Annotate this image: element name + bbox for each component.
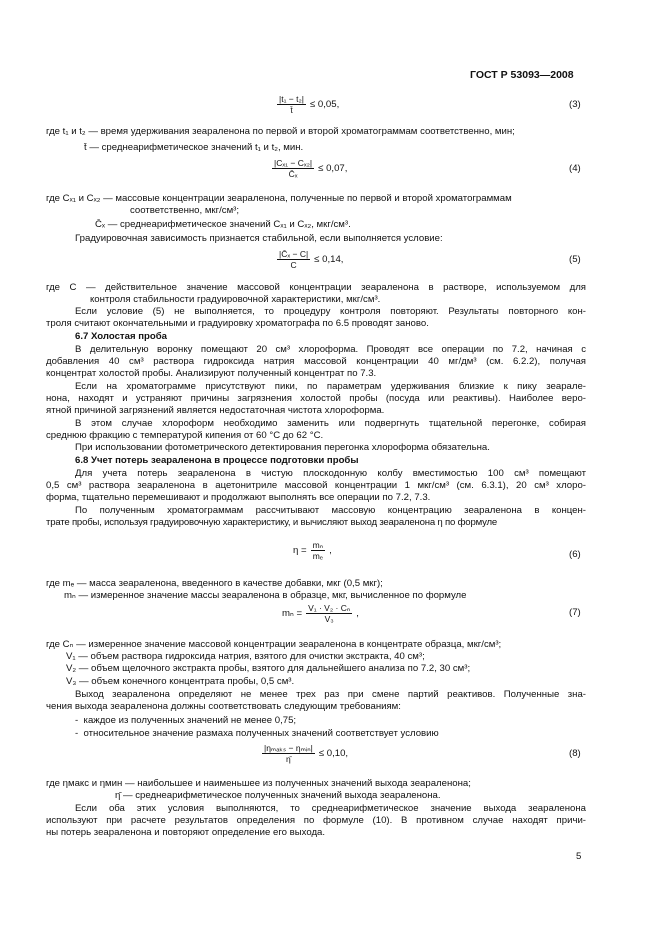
paragraph-line: трате пробы, используя градуировочную характеристику, и вычисляют выход зеараленона η по формуле (46, 517, 498, 528)
formula-lhs: η = (293, 544, 307, 556)
paragraph-line: 0,5 см³ раствора зеараленона в ацетонитриле массовой концентрации 1 мкг/см³ (см. 6.3.1), 20 см³ хлоро- (46, 480, 586, 491)
definition-line: η̄ — среднеарифметическое полученных значений выхода зеараленона. (115, 790, 441, 801)
formula-rhs: , (329, 544, 332, 556)
equation-number: (4) (569, 163, 581, 174)
paragraph-line: среднюю фракцию с температурой кипения от 60 °C до 62 °C. (46, 430, 324, 441)
fraction: $\frac{\text{mₙ}}{\text{mₑ}}$ (312, 540, 324, 561)
paragraph-line: троля считают окончательными и градуировку хроматографа по 6.5 проводят заново. (46, 318, 429, 329)
definition-line: где Cₓ₁ и Cₓ₂ — массовые концентрации зеараленона, полученные по первой и второй хроматограммам (46, 193, 512, 204)
definition-line: где t₁ и t₂ — время удерживания зеараленона по первой и второй хроматограммам соответственно, мин; (46, 126, 515, 137)
paragraph-line: Если оба этих условия выполняются, то среднеарифметическое значение выхода зеараленона (75, 803, 586, 814)
formula-rhs: ≤ 0,05, (310, 98, 340, 110)
list-item (75, 715, 296, 726)
paragraph-line: чения выхода зеараленона должны соответствовать следующим требованиям: (46, 701, 401, 712)
list-item (75, 728, 439, 739)
paragraph-line: концентрат холостой пробы. Анализируют полученный концентрат по 7.3. (46, 368, 377, 379)
definition-line: C̄ₓ — среднеарифметическое значений Cₓ₁ и Cₓ₂, мкг/см³. (95, 219, 351, 230)
section-heading: 6.7 Холостая проба (75, 331, 168, 342)
definition-line: V₁ — объем раствора гидроксида натрия, взятого для очистки экстракта, 40 см³; (66, 651, 425, 662)
paragraph-line: используют при расчете результатов определения по формуле (10). В противном случае находят причи- (46, 815, 586, 826)
paragraph-line: форма, тщательно перемешивают и продолжают выполнять все операции по 7.2, 7.3. (46, 492, 431, 503)
paragraph-line: При использовании фотометрического детектирования перегонка хлороформа обязательна. (75, 442, 490, 453)
definition-line: контроля стабильности градуировочной характеристики, мкг/см³. (90, 294, 381, 305)
paragraph-line: Градуировочная зависимость признается стабильной, если выполняется условие: (75, 233, 443, 244)
equation-number: (7) (569, 607, 581, 618)
list-item-text: каждое из полученных значений не менее 0,75; (83, 715, 297, 726)
definition-line: V₃ — объем конечного концентрата пробы, 0,5 см³. (66, 676, 295, 687)
definition-line: mₙ — измеренное значение массы зеараленона в образце, мкг, вычисленное по формуле (64, 590, 467, 601)
paragraph-line: Для учета потерь зеараленона в чистую плоскодонную колбу вместимостью 100 см³ помещают (75, 468, 586, 479)
formula-3 (277, 94, 339, 115)
formula-7 (282, 603, 359, 624)
formula-rhs: ≤ 0,14, (314, 253, 344, 265)
paragraph-line: ны потерь зеараленона и повторяют определение его выхода. (46, 827, 326, 838)
equation-number: (6) (569, 549, 581, 560)
formula-8 (262, 743, 348, 764)
definition-line: соответственно, мкг/см³; (130, 205, 240, 216)
paragraph-line: Если на хроматограмме присутствуют пики, по параметрам удерживания близкие к пику зеарале- (75, 381, 586, 392)
document-code: ГОСТ Р 53093—2008 (470, 69, 574, 81)
paragraph-line: ятной причиной загрязнений является недостаточная чистота хлороформа. (46, 405, 385, 416)
bullet-dash: - (75, 728, 84, 739)
formula-rhs: ≤ 0,07, (318, 162, 348, 174)
paragraph-line: добавления 40 см³ раствора гидроксида натрия массовой концентрации 40 мг/дм³ (см. 6.2.2), получая (46, 356, 586, 367)
paragraph-line: нона, находят и устраняют причины загрязнения холостой пробы (посуда или реактивы). Наиболее веро- (46, 393, 586, 404)
equation-number: (5) (569, 254, 581, 265)
formula-4 (272, 158, 347, 179)
section-heading: 6.8 Учет потерь зеараленона в процессе подготовки пробы (75, 455, 359, 466)
definition-line: t̄ — среднеарифметическое значений t₁ и t₂, мин. (84, 142, 304, 153)
paragraph-line: В этом случае хлороформ необходимо заменить или подвергнуть тщательной перегонке, собирая (75, 418, 586, 429)
definition-line: V₂ — объем щелочного экстракта пробы, взятого для дальнейшего анализа по 7.2, 30 см³; (66, 663, 471, 674)
paragraph-line: По полученным хроматограммам рассчитывают массовую концентрацию зеараленона в концен- (75, 505, 586, 516)
equation-number: (3) (569, 99, 581, 110)
formula-5 (277, 249, 343, 270)
fraction: $\frac{\text{|Cₓ₁ − Cₓ₂|}}{\text{C̄ₓ}}$ (274, 158, 313, 179)
list-item-text: относительное значение размаха полученных значений соответствует условию (83, 728, 439, 739)
formula-rhs: ≤ 0,10, (318, 747, 349, 759)
fraction: $\frac{\text{|ηₘₐₖₛ − ηₘᵢₙ|}}{\etā}$ (264, 743, 313, 764)
definition-line: где mₑ — масса зеараленона, введенного в качестве добавки, мкг (0,5 мкг); (46, 578, 383, 589)
bullet-dash: - (75, 715, 84, 726)
definition-line: где C — действительное значение массовой концентрации зеараленона в растворе, используемом для (46, 282, 586, 293)
formula-lhs: mₙ = (282, 607, 303, 619)
fraction: $\frac{\text{V₁ · V₂ · Cₙ}}{\text{V₃}}$ (308, 603, 351, 624)
formula-6 (293, 540, 332, 561)
formula-rhs: , (356, 607, 359, 619)
definition-line: где Cₙ — измеренное значение массовой концентрации зеараленона в концентрате образца, мкг/см³; (46, 639, 502, 650)
paragraph-line: В делительную воронку помещают 20 см³ хлороформа. Проводят все операции по 7.2, начиная с (75, 344, 586, 355)
fraction: $\frac{\text{|t₁ − t₂|}}{t̄}$ (279, 94, 304, 115)
definition-line: где ηмакс и ηмин — наибольшее и наименьшее из полученных значений выхода зеараленона; (46, 778, 471, 789)
paragraph-line: Выход зеараленона определяют не менее трех раз при смене партий реактивов. Полученные зна- (75, 689, 586, 700)
paragraph-line: Если условие (5) не выполняется, то процедуру контроля повторяют. Результаты повторного кон- (75, 306, 586, 317)
page-number: 5 (576, 851, 582, 862)
fraction: $\frac{\text{|C̄ₓ − C|}}{C}$ (279, 249, 309, 270)
equation-number: (8) (569, 748, 581, 759)
